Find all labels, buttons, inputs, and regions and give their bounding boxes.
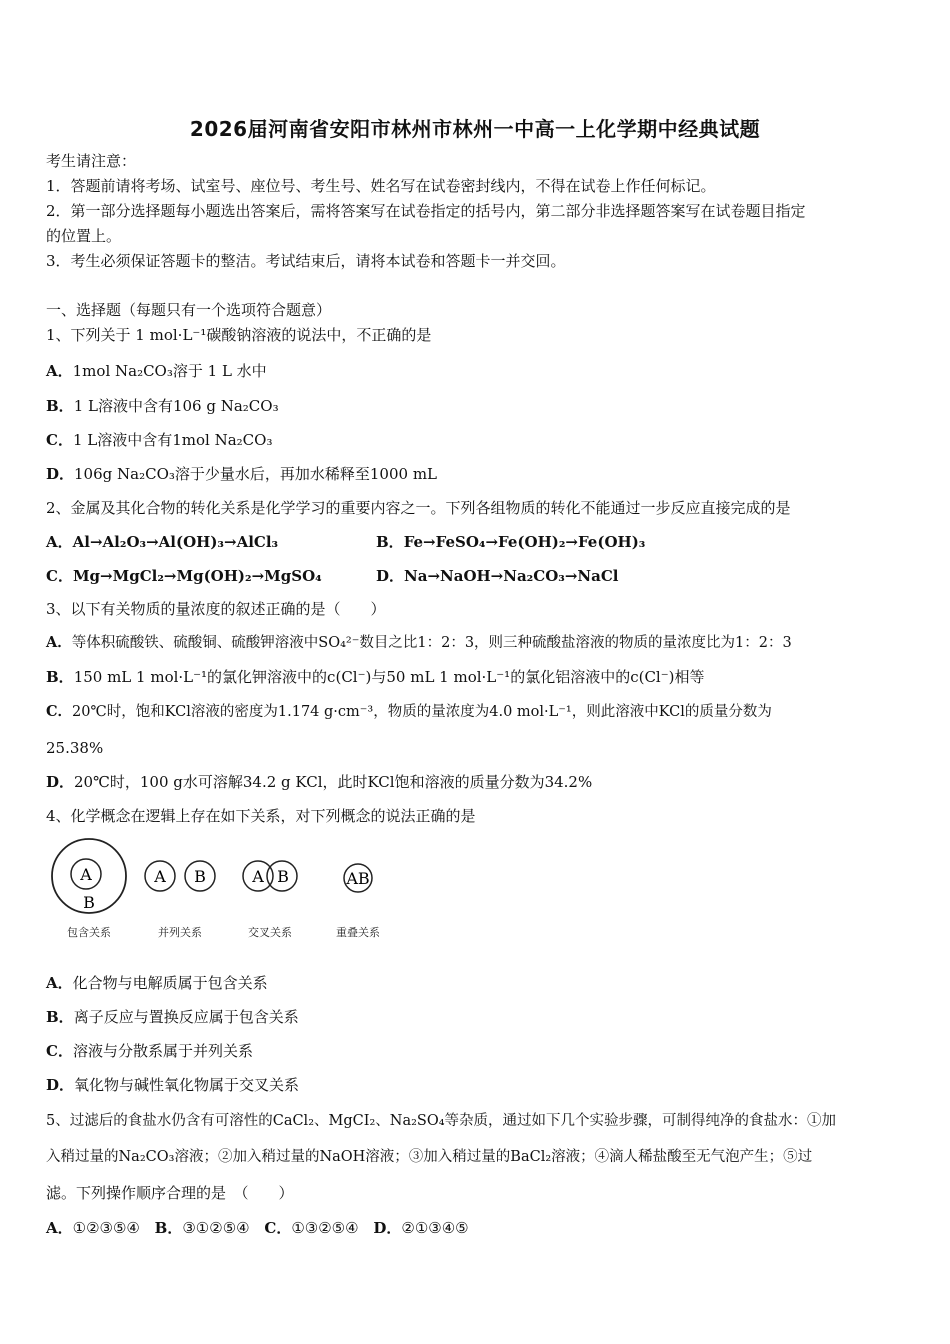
page-title: 2026届河南省安阳市林州市林州一中高一上化学期中经典试题: [189, 117, 761, 141]
question-1-stem: 1、下列关于 1 mol·L⁻¹碳酸钠溶液的说法中，不正确的是: [46, 326, 432, 344]
option-text: Fe→FeSO₄→Fe(OH)₂→Fe(OH)₃: [403, 533, 646, 551]
option-letter: A．: [46, 974, 73, 992]
q4-option-d: [46, 1075, 299, 1095]
option-text: Mg→MgCl₂→Mg(OH)₂→MgSO₄: [72, 567, 322, 585]
q2-option-b: [376, 532, 645, 552]
option-text: 1 L溶液中含有1mol Na₂CO₃: [72, 431, 273, 449]
option-text: 溶液与分散系属于并列关系: [72, 1042, 253, 1060]
caption-parallel: 并列关系: [158, 926, 202, 939]
q1-option-d: [46, 464, 437, 484]
notice-line: 的位置上。: [46, 227, 122, 245]
q2-option-a: [46, 532, 278, 552]
q4-option-a: [46, 973, 268, 993]
question-4-stem: 4、化学概念在逻辑上存在如下关系，对下列概念的说法正确的是: [46, 807, 476, 825]
caption-inclusion: 包含关系: [67, 926, 111, 939]
q3-option-b: [46, 667, 705, 687]
diagram-label-b: B: [277, 867, 289, 886]
question-3-stem: 3、以下有关物质的量浓度的叙述正确的是（ ）: [46, 600, 386, 618]
option-text: 1mol Na₂CO₃溶于 1 L 水中: [72, 362, 267, 380]
q3-option-a: [46, 633, 792, 653]
concept-relation-diagram: [44, 838, 394, 946]
notice-line: 1．答题前请将考场、试室号、座位号、考生号、姓名写在试卷密封线内，不得在试卷上作任何标记。: [46, 177, 716, 195]
option-text: Al→Al₂O₃→Al(OH)₃→AlCl₃: [72, 533, 279, 551]
option-letter: C．: [46, 431, 73, 449]
diagram-label-b: B: [194, 867, 206, 886]
option-text: Na→NaOH→Na₂CO₃→NaCl: [404, 567, 619, 585]
caption-intersection: 交叉关系: [248, 926, 292, 939]
q1-option-b: [46, 396, 279, 416]
q2-option-d: [376, 566, 618, 586]
option-letter: C．: [46, 567, 73, 585]
option-text: 106g Na₂CO₃溶于少量水后，再加水稀释至1000 mL: [74, 465, 438, 483]
q4-option-c: [46, 1041, 253, 1061]
option-text: 离子反应与置换反应属于包含关系: [73, 1008, 299, 1026]
option-letter: D．: [46, 773, 75, 791]
diagram-label-a: A: [80, 865, 92, 884]
option-letter: B．: [46, 397, 74, 415]
option-letter: D．: [376, 567, 405, 585]
option-letter: A．: [46, 1219, 73, 1237]
q1-option-c: [46, 430, 272, 450]
q2-option-c: [46, 566, 322, 586]
question-5-stem-cont: 滤。下列操作顺序合理的是 （ ）: [46, 1184, 294, 1202]
q5-options: [46, 1218, 469, 1238]
notice-line: 3．考生必须保证答题卡的整洁。考试结束后，请将本试卷和答题卡一并交回。: [46, 252, 566, 270]
option-text: ①③②⑤④: [291, 1219, 359, 1237]
q1-option-a: [46, 361, 267, 381]
option-text: 氧化物与碱性氧化物属于交叉关系: [74, 1076, 300, 1094]
diagram-label-ab: AB: [346, 869, 370, 888]
option-text: 化合物与电解质属于包含关系: [72, 974, 268, 992]
option-letter: C．: [46, 1042, 73, 1060]
option-text: 150 mL 1 mol·L⁻¹的氯化钾溶液中的c(Cl⁻)与50 mL 1 mol·L⁻¹的氯化铝溶液中的c(Cl⁻)相等: [73, 668, 705, 686]
option-text: ③①②⑤④: [182, 1219, 250, 1237]
option-letter: B．: [154, 1219, 183, 1237]
section-heading: 一、选择题（每题只有一个选项符合题意）: [46, 301, 332, 319]
q3-option-d: [46, 772, 592, 792]
diagram-label-a: A: [252, 867, 264, 886]
question-5-stem: 5、过滤后的食盐水仍含有可溶性的CaCl₂、MgCI₂、Na₂SO₄等杂质，通过如下几个实验步骤，可制得纯净的食盐水：①加: [46, 1113, 837, 1129]
option-letter: D．: [46, 465, 75, 483]
option-letter: D．: [373, 1219, 402, 1237]
option-text: 1 L溶液中含有106 g Na₂CO₃: [73, 397, 279, 415]
option-letter: A．: [46, 362, 73, 380]
option-letter: A．: [46, 533, 73, 551]
option-letter: D．: [46, 1076, 75, 1094]
option-letter: B．: [46, 1008, 74, 1026]
q4-option-b: [46, 1007, 299, 1027]
notice-line: 2．第一部分选择题每小题选出答案后，需将答案写在试卷指定的括号内，第二部分非选择题答案写在试卷题目指定: [46, 202, 806, 220]
option-letter: C．: [264, 1219, 292, 1237]
diagram-label-a: A: [154, 867, 166, 886]
question-2-stem: 2、金属及其化合物的转化关系是化学学习的重要内容之一。下列各组物质的转化不能通过一步反应直接完成的是: [46, 499, 791, 517]
option-text: 20℃时，100 g水可溶解34.2 g KCl，此时KCl饱和溶液的质量分数为34.2%: [74, 773, 593, 791]
option-text: 等体积硫酸铁、硫酸铜、硫酸钾溶液中SO₄²⁻数目之比1：2：3，则三种硫酸盐溶液的物质的量浓度比为1：2：3: [71, 635, 792, 651]
notice-heading: 考生请注意：: [46, 152, 137, 170]
option-text: 20℃时，饱和KCl溶液的密度为1.174 g·cm⁻³，物质的量浓度为4.0 mol·L⁻¹，则此溶液中KCl的质量分数为: [72, 704, 772, 720]
option-text: ②①③④⑤: [401, 1219, 469, 1237]
caption-overlap: 重叠关系: [336, 926, 380, 939]
option-letter: B．: [376, 533, 404, 551]
question-5-stem-cont: 入稍过量的Na₂CO₃溶液；②加入稍过量的NaOH溶液；③加入稍过量的BaCl₂溶液；④滴人稀盐酸至无气泡产生；⑤过: [46, 1149, 813, 1165]
q3-option-c-cont: 25.38%: [46, 739, 104, 757]
diagram-label-b: B: [83, 893, 95, 912]
option-letter: C．: [46, 703, 73, 720]
option-letter: B．: [46, 668, 74, 686]
option-letter: A．: [46, 634, 72, 651]
q3-option-c: [46, 702, 772, 722]
option-text: ①②③⑤④: [72, 1219, 140, 1237]
